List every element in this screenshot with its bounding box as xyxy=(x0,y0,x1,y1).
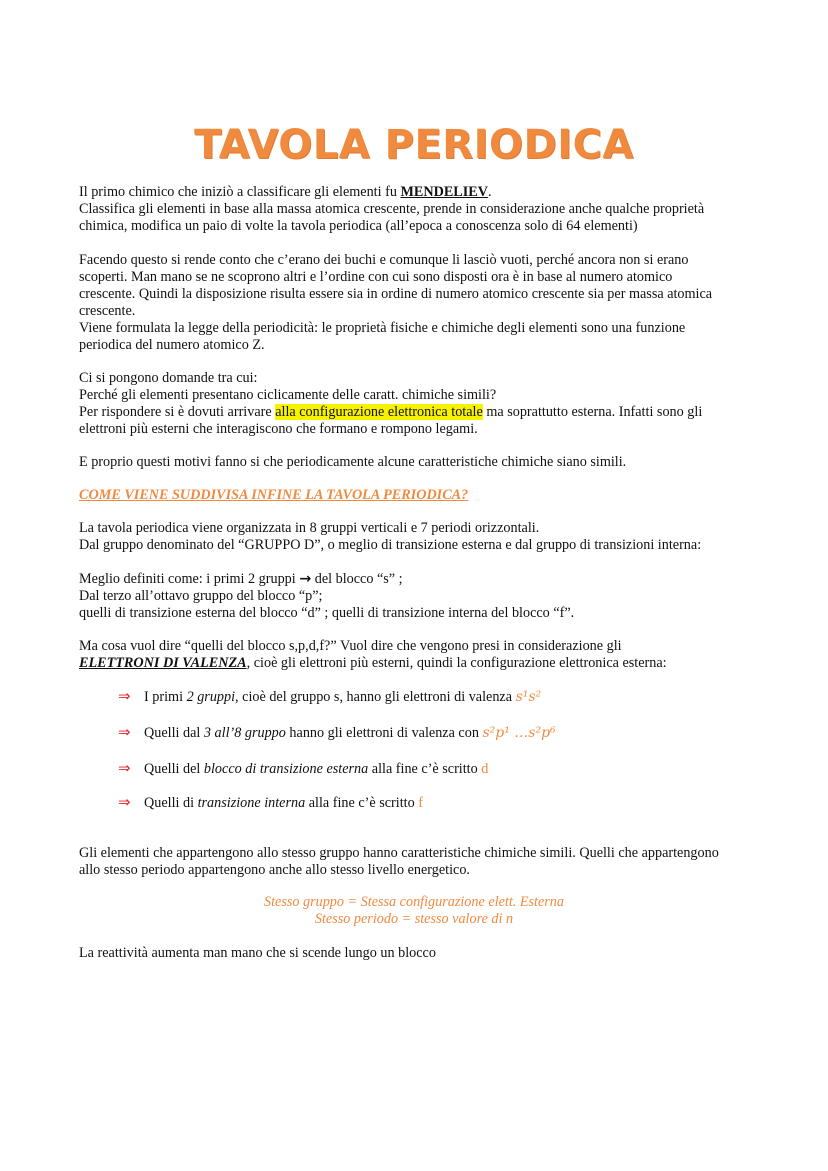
block-letter: f xyxy=(418,795,423,811)
intro-line-1: Il primo chimico che iniziò a classificare gli elementi fu MENDELIEV. xyxy=(79,184,492,200)
group-period-line-1: Gli elementi che appartengono allo stesso gruppo hanno caratteristiche chimiche simili. Quelli che appartengono xyxy=(79,845,719,861)
valence-formula: s¹s² xyxy=(515,689,542,705)
reactivity-line: La reattività aumenta man mano che si scende lungo un blocco xyxy=(79,945,436,961)
group-period-paragraph xyxy=(79,845,751,879)
block-letter: d xyxy=(481,761,489,777)
periodic-similarity-line: E proprio questi motivi fanno si che periodicamente alcune caratteristiche chimiche siano simili. xyxy=(79,454,627,470)
mendeliev-name: MENDELIEV xyxy=(400,184,488,200)
periodicity-line-6: periodica del numero atomico Z. xyxy=(79,337,265,353)
valence-electrons-term: ELETTRONI DI VALENZA xyxy=(79,655,247,671)
questions-paragraph xyxy=(79,370,751,438)
list-item: ⇒ Quelli dal 3 all’8 gruppo hanno gli elettroni di valenza con s²p¹ …s²p⁶ xyxy=(118,723,556,741)
organization-line-1: La tavola periodica viene organizzata in 8 gruppi verticali e 7 periodi orizzontali. xyxy=(79,520,540,536)
summary-rule xyxy=(0,894,828,928)
intro-line-3: chimica, modifica un paio di volte la tavola periodica (all’epoca a conoscenza solo di 64 elementi) xyxy=(79,218,638,234)
section-subheading: COME VIENE SUDDIVISA INFINE LA TAVOLA PERIODICA? xyxy=(79,487,469,503)
valence-line-1: Ma cosa vuol dire “quelli del blocco s,p,d,f?” Vuol dire che vengono presi in considerazione gli xyxy=(79,638,622,654)
list-item: ⇒ I primi 2 gruppi, cioè del gruppo s, hanno gli elettroni di valenza s¹s² xyxy=(118,687,542,705)
blocks-line-2: Dal terzo all’ottavo gruppo del blocco “p”; xyxy=(79,588,323,604)
intro-paragraph xyxy=(79,184,751,235)
blocks-line-1: Meglio definiti come: i primi 2 gruppi → del blocco “s” ; xyxy=(79,571,403,587)
intro-line-2: Classifica gli elementi in base alla massa atomica crescente, prende in considerazione anche qualche proprietà xyxy=(79,201,705,217)
double-arrow-icon: ⇒ xyxy=(118,759,131,777)
periodicity-line-5: Viene formulata la legge della periodicità: le proprietà fisiche e chimiche degli elementi sono una funzione xyxy=(79,320,686,336)
page-title: TAVOLA PERIODICA xyxy=(194,122,634,168)
valence-line-2: ELETTRONI DI VALENZA, cioè gli elettroni più esterni, quindi la configurazione elettronica esterna: xyxy=(79,655,667,671)
periodic-similarity-paragraph xyxy=(79,454,751,471)
reactivity-paragraph xyxy=(79,945,751,962)
questions-line-1: Ci si pongono domande tra cui: xyxy=(79,370,258,386)
highlighted-text: alla configurazione elettronica totale xyxy=(275,404,483,420)
periodicity-line-3: crescente. Quindi la disposizione risulta essere sia in ordine di numero atomico crescente sia per massa atomica xyxy=(79,286,713,302)
organization-line-2: Dal gruppo denominato del “GRUPPO D”, o meglio di transizione esterna e dal gruppo di transizioni interna: xyxy=(79,537,702,553)
summary-rule-line-1: Stesso gruppo = Stessa configurazione elett. Esterna xyxy=(263,894,564,910)
questions-line-2: Perché gli elementi presentano ciclicamente delle caratt. chimiche simili? xyxy=(79,387,497,403)
double-arrow-icon: ⇒ xyxy=(118,723,131,741)
questions-line-3: Per rispondere si è dovuti arrivare alla configurazione elettronica totale ma soprattutto esterna. Infatti sono gli xyxy=(79,404,703,420)
blocks-line-3: quelli di transizione esterna del blocco “d” ; quelli di transizione interna del blocco “f”. xyxy=(79,605,575,621)
periodicity-paragraph xyxy=(79,252,751,354)
double-arrow-icon: ⇒ xyxy=(118,793,131,811)
valence-paragraph xyxy=(79,638,751,672)
periodicity-line-4: crescente. xyxy=(79,303,136,319)
valence-formula: s²p¹ …s²p⁶ xyxy=(482,725,556,741)
periodicity-line-2: scoperti. Man mano se ne scoprono altri e l’ordine con cui sono disposti ora è in base al numero atomico xyxy=(79,269,673,285)
right-arrow-icon: → xyxy=(299,571,312,587)
list-item: ⇒ Quelli di transizione interna alla fine c’è scritto f xyxy=(118,793,423,811)
group-period-line-2: allo stesso periodo appartengono anche allo stesso livello energetico. xyxy=(79,862,470,878)
list-item: ⇒ Quelli del blocco di transizione esterna alla fine c’è scritto d xyxy=(118,759,489,777)
summary-rule-line-2: Stesso periodo = stesso valore di n xyxy=(314,911,514,927)
blocks-definition-paragraph xyxy=(79,571,751,622)
questions-line-4: elettroni più esterni che interagiscono che formano e rompono legami. xyxy=(79,421,478,437)
double-arrow-icon: ⇒ xyxy=(118,687,131,705)
periodicity-line-1: Facendo questo si rende conto che c’erano dei buchi e comunque li lasciò vuoti, perché ancora non si erano xyxy=(79,252,689,268)
organization-paragraph xyxy=(79,520,751,554)
